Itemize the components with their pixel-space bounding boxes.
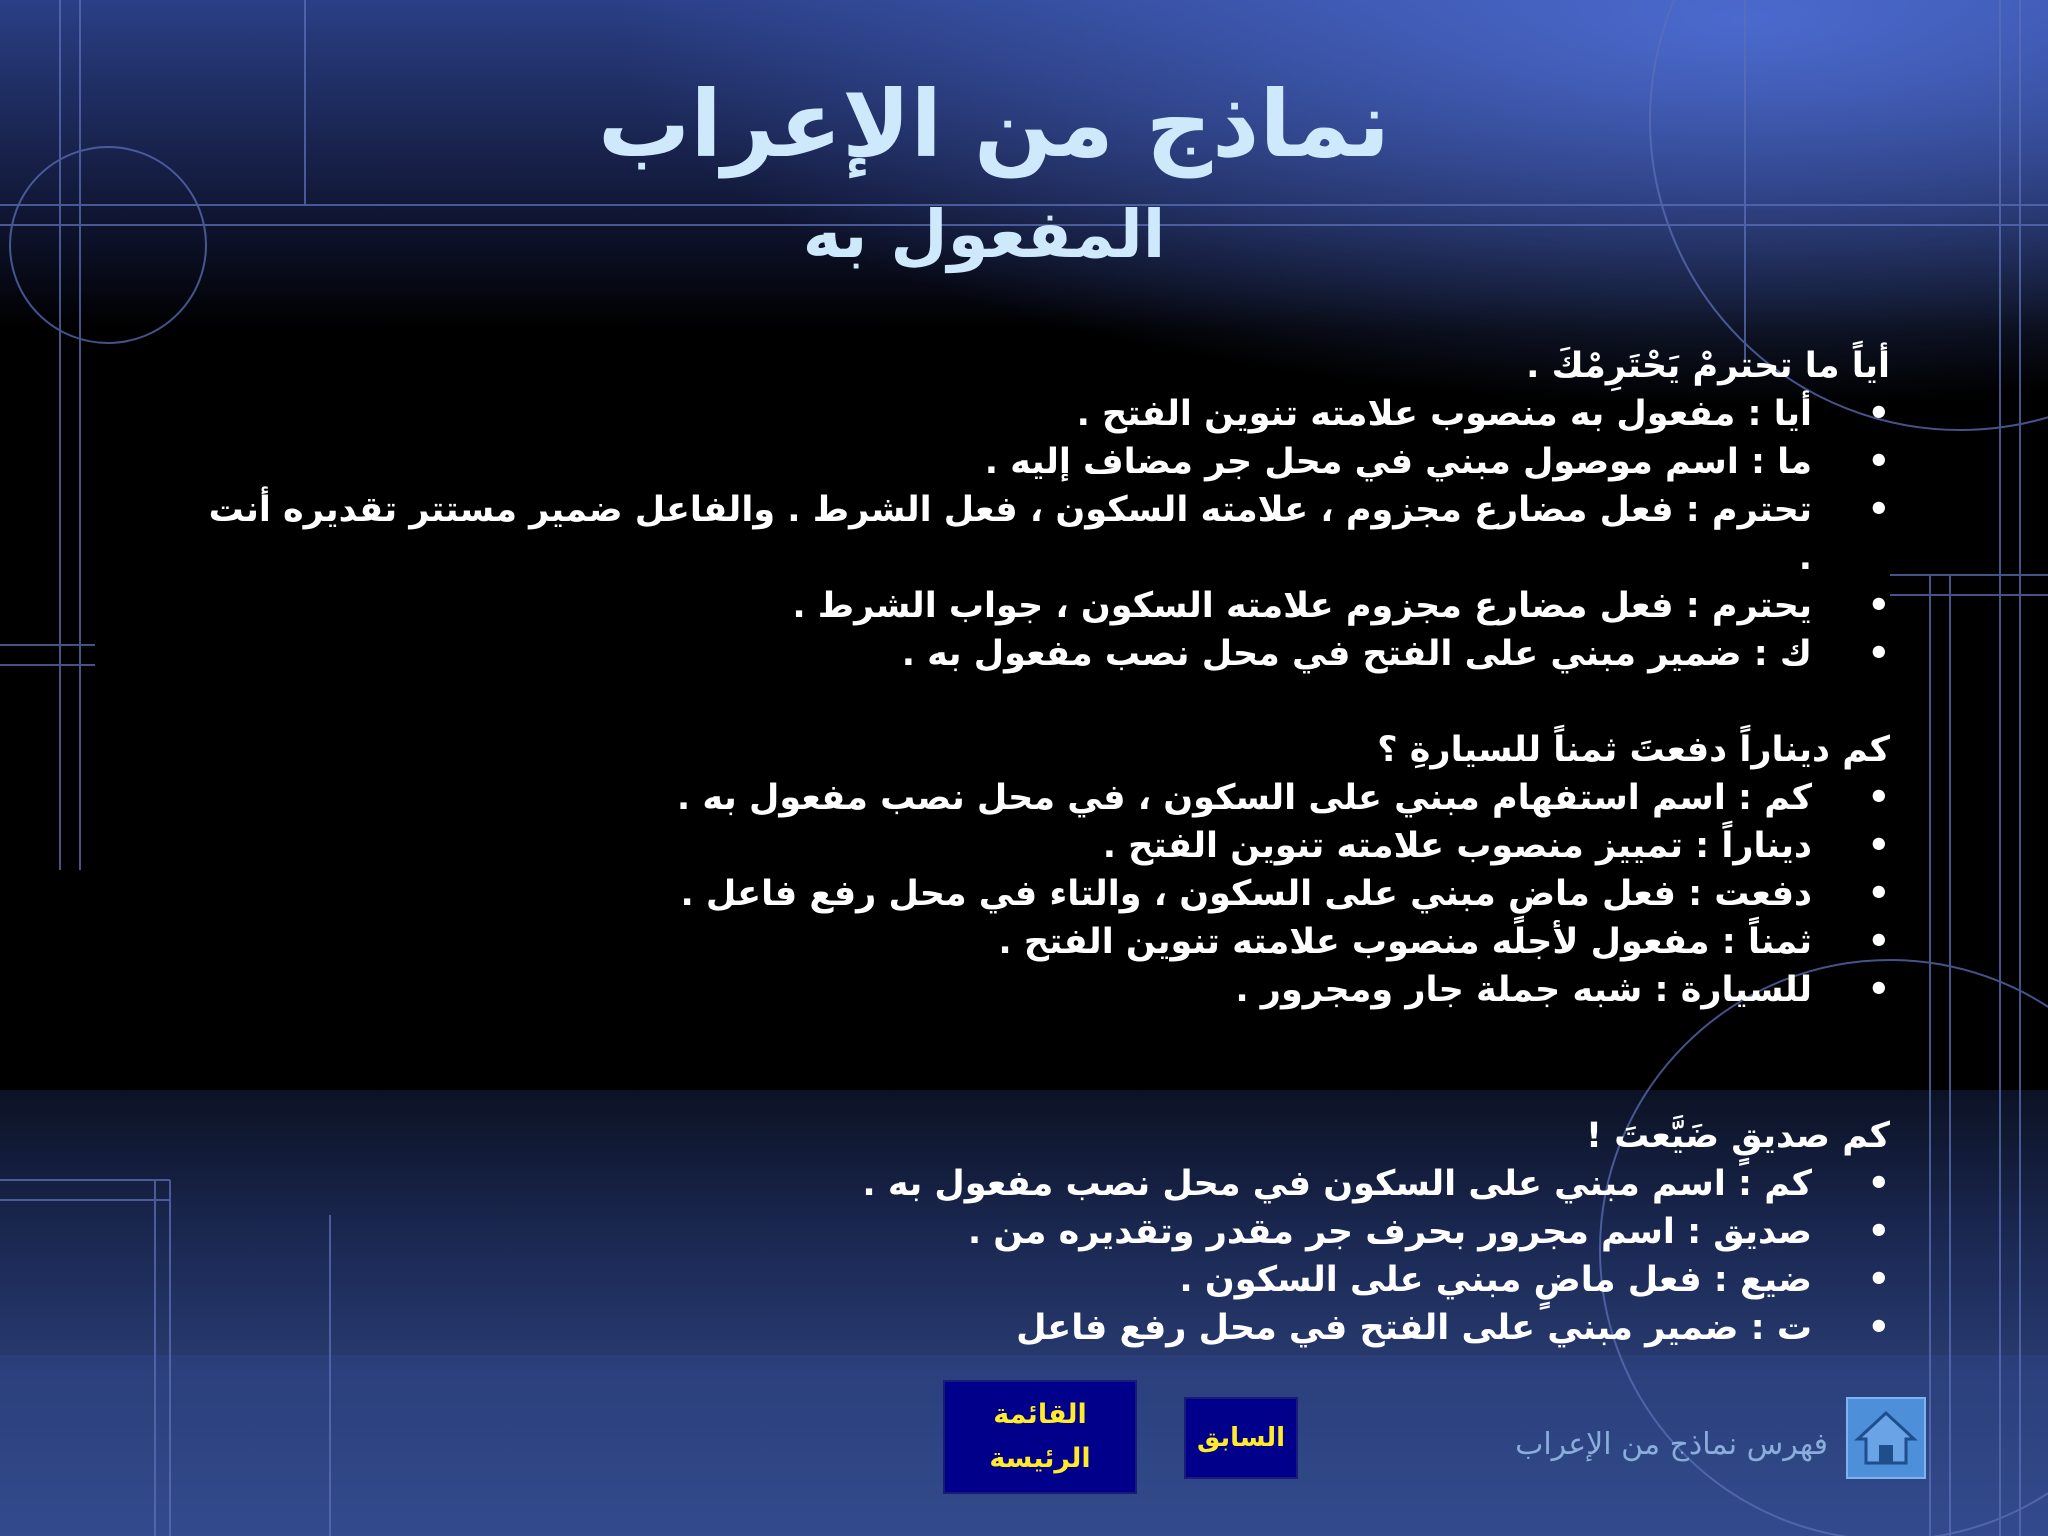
page-subtitle: المفعول به: [802, 196, 1166, 273]
page-title: نماذج من الإعراب: [597, 71, 1391, 178]
analysis-item: • أيا : مفعول به منصوب علامته تنوين الفتح .: [200, 390, 1890, 438]
analysis-item: • ديناراً : تمييز منصوب علامته تنوين الفتح .: [200, 822, 1890, 870]
analysis-item: • ثمناً : مفعول لأجله منصوب علامته تنوين الفتح .: [200, 918, 1890, 966]
example-sentence: كم ديناراً دفعتَ ثمناً للسيارةِ ؟: [1377, 730, 1890, 770]
analysis-list: [200, 774, 1890, 1014]
analysis-item: • ك : ضمير مبني على الفتح في محل نصب مفعول به .: [200, 630, 1890, 678]
analysis-item: • ما : اسم موصول مبني في محل جر مضاف إليه .: [200, 438, 1890, 486]
example-section-1: [200, 342, 1890, 678]
analysis-item: • كم : اسم استفهام مبني على السكون ، في محل نصب مفعول به .: [200, 774, 1890, 822]
example-section-3: [200, 1112, 1890, 1352]
main-menu-label-line2: الرئيسة: [989, 1443, 1091, 1474]
home-button[interactable]: [1846, 1397, 1926, 1479]
content-area: [200, 342, 1890, 1352]
analysis-item: • للسيارة : شبه جملة جار ومجرور .: [200, 966, 1890, 1014]
previous-label: السابق: [1196, 1423, 1286, 1453]
analysis-item: • يحترم : فعل مضارع مجزوم علامته السكون ، جواب الشرط .: [200, 582, 1890, 630]
analysis-item: • ت : ضمير مبني على الفتح في محل رفع فاعل: [200, 1304, 1890, 1352]
main-menu-button[interactable]: [943, 1380, 1137, 1494]
analysis-item: • ضيع : فعل ماضٍ مبني على السكون .: [200, 1256, 1890, 1304]
analysis-item: • كم : اسم مبني على السكون في محل نصب مفعول به .: [200, 1160, 1890, 1208]
analysis-item: • دفعت : فعل ماضٍ مبني على السكون ، والتاء في محل رفع فاعل .: [200, 870, 1890, 918]
analysis-item: • تحترم : فعل مضارع مجزوم ، علامته السكون ، فعل الشرط . والفاعل ضمير مستتر تقديره أنت .: [200, 486, 1890, 582]
previous-button[interactable]: [1184, 1397, 1298, 1479]
index-link[interactable]: فهرس نماذج من الإعراب: [1515, 1427, 1828, 1462]
analysis-item: • صديق : اسم مجرور بحرف جر مقدر وتقديره من .: [200, 1208, 1890, 1256]
main-menu-label-line1: القائمة: [993, 1399, 1087, 1430]
analysis-list: [200, 1160, 1890, 1352]
example-sentence: كم صديقٍ ضَيَّعتَ !: [1586, 1116, 1890, 1156]
example-section-2: [200, 726, 1890, 1014]
example-sentence: أياً ما تحترمْ يَحْتَرِمْكَ .: [1526, 346, 1890, 386]
home-icon: [1848, 1399, 1924, 1477]
analysis-list: [200, 390, 1890, 678]
